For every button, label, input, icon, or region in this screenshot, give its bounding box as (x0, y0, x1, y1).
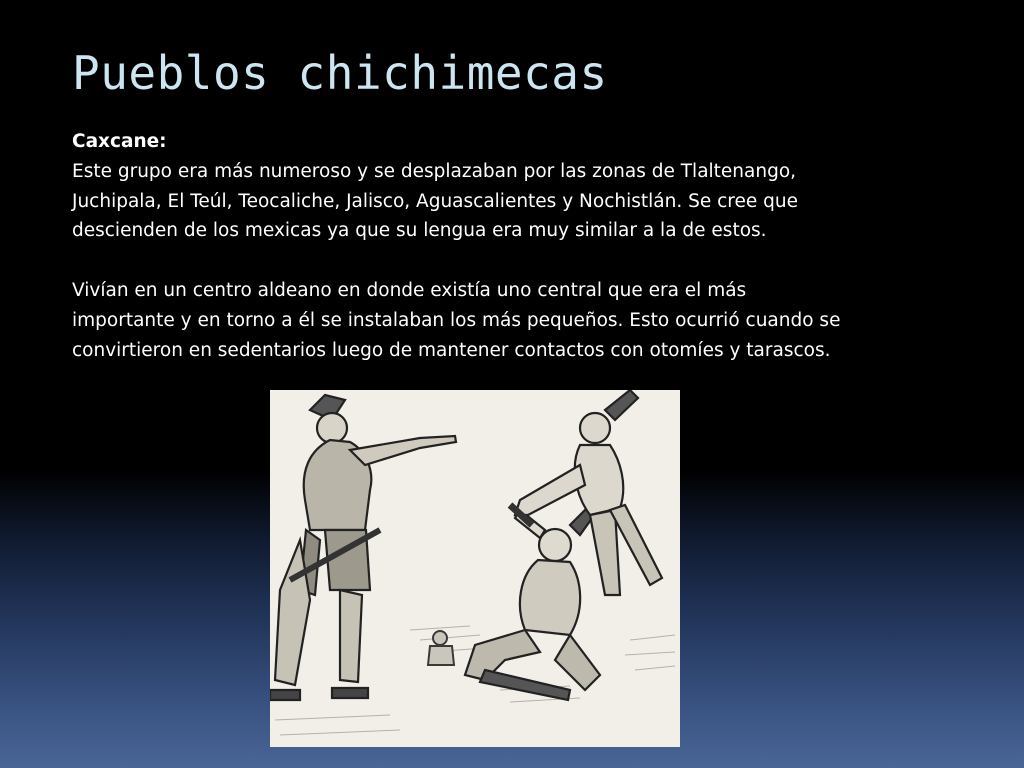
illustration-sketch (270, 390, 680, 747)
slide-body (72, 127, 952, 365)
paragraph-1-line-1: Este grupo era más numeroso y se desplazaban por las zonas de Tlaltenango, (72, 160, 797, 182)
historical-illustration (270, 390, 680, 747)
kneeling-figure (465, 495, 605, 700)
paragraph-2-line-1: Vivían en un centro aldeano en donde existía uno central que era el más (72, 279, 747, 301)
paragraph-2-line-2: importante y en torno a él se instalaban los más pequeños. Esto ocurrió cuando se (72, 309, 841, 331)
paragraph-spacer (72, 246, 952, 276)
warrior-figure (270, 395, 456, 700)
paragraph-1-line-2: Juchipala, El Teúl, Teocaliche, Jalisco, Aguascalientes y Nochistlán. Se cree que (72, 190, 798, 212)
background-figure (428, 631, 454, 665)
section-subheading: Caxcane: (72, 131, 167, 152)
paragraph-2-line-3: convirtieron en sedentarios luego de mantener contactos con otomíes y tarascos. (72, 339, 831, 361)
slide-title: Pueblos chichimecas (72, 46, 608, 100)
paragraph-1-line-3: descienden de los mexicas ya que su lengua era muy similar a la de estos. (72, 220, 767, 242)
